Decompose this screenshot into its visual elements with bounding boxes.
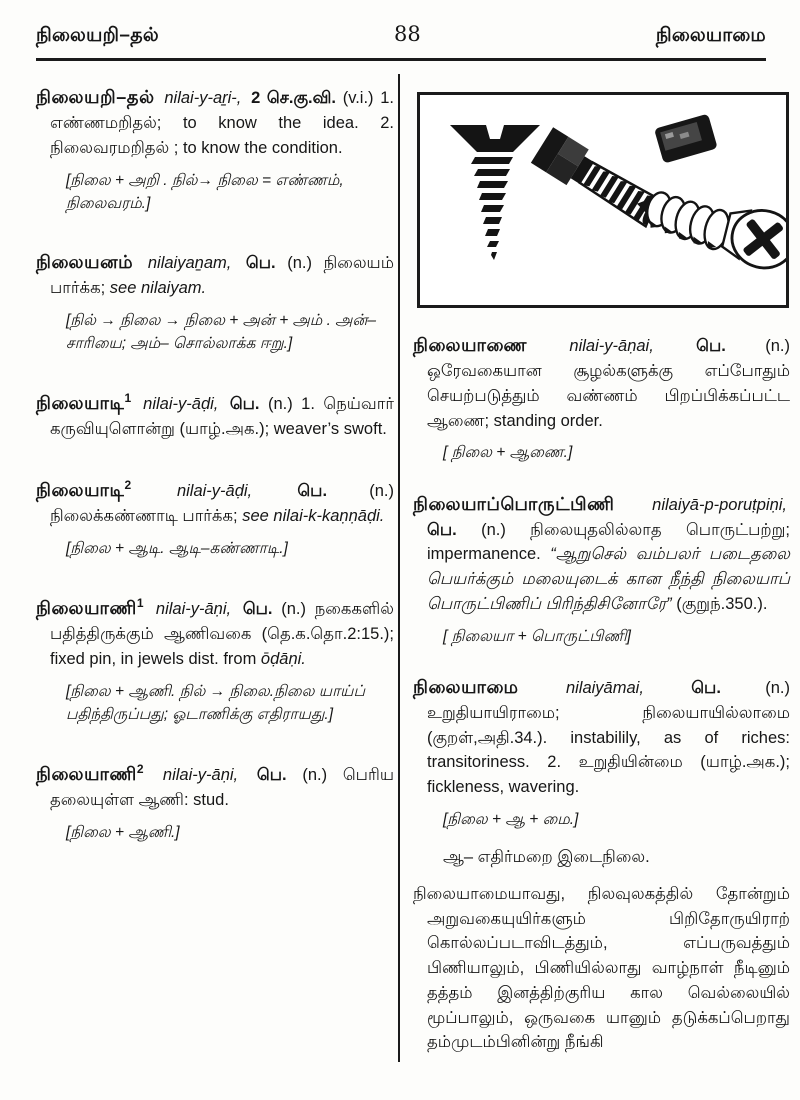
definition-text: (v.i.) 1. எண்ணமறிதல்; to know the idea. 2. நிலைவரமறிதல் ; to know the condition. (50, 89, 394, 157)
headword: நிலையனம் (36, 252, 134, 272)
entry-nilaiyani-2 (36, 760, 394, 813)
entry-nilaiyadi-1 (36, 389, 394, 442)
part-of-speech: பெ. (245, 254, 276, 272)
grammar-note: ஆ– எதிர்மறை இடைநிலை. (443, 848, 650, 866)
etymology: [ நிலை + ஆணை.] (443, 444, 573, 462)
right-column (413, 88, 790, 1055)
transliteration: nilai-y-āṇi, (155, 600, 232, 618)
entry-nilaiyani-1 (36, 594, 394, 672)
left-column (36, 84, 394, 878)
page-number: 88 (394, 22, 421, 46)
slotted-flat-head-screw-icon (450, 125, 540, 260)
homograph-number: 1 (124, 391, 132, 406)
definition-text: (n.) ஒரேவகையான சூழல்களுக்கு எப்போதும் செயற்படுத்தும் வண்ணம் பிறப்பிக்கப்பட்ட ஆணை; standing order. (427, 337, 790, 430)
homograph-number: 2 (136, 762, 145, 776)
headword: நிலையாடி$^1$ (36, 391, 132, 414)
page-header (36, 22, 766, 61)
transliteration: nilaiyaṉam, (147, 254, 232, 272)
headword: நிலையறி–தல் (36, 87, 155, 107)
etymology: [நிலை + ஆடி. ஆடி–கண்ணாடி.] (66, 539, 288, 557)
transliteration: nilai-y-āḍi, (176, 482, 253, 500)
etymology: [ நிலையா + பொருட்பிணி] (443, 627, 631, 645)
definition-text: (n.) நகைகளில் பதித்திருக்கும் ஆணிவகை (தெ.க.தொ.2:15.); fixed pin, in jewels dist. from (50, 600, 394, 668)
definition-text: (n.) நிலைக்கண்ணாடி பார்க்க; (50, 482, 395, 525)
definition-text: (n.) 1. நெய்வார் கருவியுளொன்று (யாழ்.அக.); weaver’s swoft. (50, 395, 394, 439)
entry-nilaiyanai (413, 332, 790, 433)
transliteration: nilai-y-aṟi-, (164, 89, 242, 107)
square-nut-icon (654, 114, 718, 164)
headword: நிலையாணி$^1$ (36, 596, 145, 618)
definition-text: (n.) நிலையுதலில்லாத பொருட்பற்று; impermanence. (427, 520, 791, 564)
part-of-speech: பெ. (242, 600, 273, 618)
headword: நிலையாடி$^2$ (36, 478, 132, 500)
part-of-speech: 2 செ.கு.வி. (251, 89, 337, 107)
etymology: [நிலை + ஆ + மை.] (443, 810, 579, 828)
guide-word-left: நிலையறி–தல் (36, 25, 159, 46)
part-of-speech: பெ. (427, 520, 457, 539)
transliteration: nilaiyāmai, (565, 678, 644, 697)
entry-nilaiyamai (413, 674, 790, 800)
etymology: [நிலை + ஆணி. நில் → நிலை.நிலை யாய்ப் பதிந்திருப்பது; ஓடாணிக்கு எதிராயது.] (66, 682, 365, 723)
phillips-screw-icon (628, 176, 786, 278)
part-of-speech: பெ. (256, 766, 287, 784)
headword: நிலையாமை (413, 676, 519, 697)
transliteration: nilai-y-āṇi, (162, 766, 239, 784)
homograph-number: 2 (124, 478, 132, 492)
definition-text: (n.) பெரிய தலையுள்ள ஆணி: stud. (50, 766, 394, 809)
guide-word-right: நிலையாமை (655, 25, 766, 46)
transliteration: nilai-y-āḍi, (143, 395, 219, 414)
citation-source: (குறுந்.350.). (676, 594, 768, 613)
screws-illustration-box (417, 92, 789, 308)
etymology: [நிலை + ஆணி.] (66, 823, 180, 841)
headword: நிலையாணை (413, 335, 528, 355)
etymology: [நில் → நிலை → நிலை + அன் + அம் . அன்–சாரியை; அம்– சொல்லாக்க ஈறு.] (66, 311, 377, 352)
entry-nilaiyadi-2 (36, 476, 394, 529)
part-of-speech: பெ. (297, 482, 328, 500)
transliteration: nilai-y-āṇai, (569, 337, 654, 355)
etymology: [நிலை + அறி . நில்→ நிலை = எண்ணம், நிலைவரம்.] (66, 171, 344, 212)
column-divider-rule (398, 74, 400, 1062)
cross-reference: see nilaiyam. (109, 279, 207, 297)
cross-reference: see nilai-k-kaṇṇāḍi. (242, 507, 385, 525)
hex-bolt-icon (531, 127, 666, 233)
explanatory-paragraph: நிலையாமையாவது, நிலவுலகத்தில் தோன்றும் அறுவகையுயிர்களும் பிறிதோருயிராற் கொல்லப்படாவிடத்தும், எப்பருவத்தும் பிணியாலும், பிணியில்லாது வாழ்நாள் நீடினும் தத்தம் இனத்திற்குரிய கால வெல்லையில் மூப்பாலும், ஒருவகை யானும் தடுக்கப்பெறாது தம்முடம்பினின்று நீங்கி (413, 884, 790, 1052)
entry-nilaiyari-tal (36, 84, 394, 161)
citation-quote: “ஆறுசெல் வம்பலர் படைதலை பெயர்க்கும் மலையுடைக் கான நீந்தி நிலையாப் பொருட்பிணிப் பிரிந்திசினோரே” (427, 545, 790, 613)
foreign-term: ōḍāṇi. (260, 649, 306, 668)
part-of-speech: பெ. (229, 395, 260, 414)
entry-nilaiyanam (36, 249, 394, 301)
part-of-speech: பெ. (696, 337, 726, 355)
part-of-speech: பெ. (691, 678, 721, 697)
definition-text: (n.) நிலையம் பார்க்க; (50, 254, 394, 297)
definition-text: (n.) உறுதியாயிராமை; நிலையாயில்லாமை (குறள்,அதி.34.). instabilily, as of riches: transitoriness. 2. உறுதியின்மை (யாழ்.அக.); fickleness, wavering. (427, 678, 790, 796)
entry-nilaiya-porutpini (413, 491, 790, 617)
transliteration: nilaiyā-p-poruṭpiṇi, (652, 495, 787, 514)
headword: நிலையாப்பொருட்பிணி (413, 493, 615, 514)
homograph-number: 1 (136, 596, 145, 610)
headword: நிலையாணி$^2$ (36, 762, 145, 784)
